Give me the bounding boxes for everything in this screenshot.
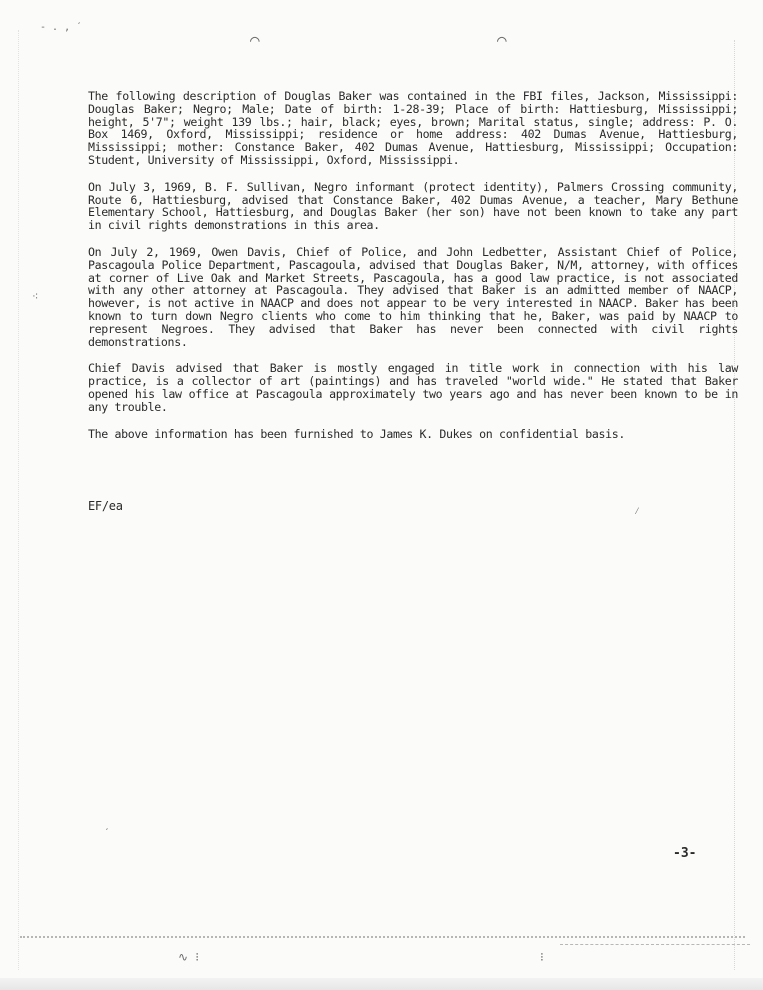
scan-edge-left [8,30,19,970]
paragraph-furnished: The above information has been furnished to James K. Dukes on confidential basis. [88,426,626,441]
scan-speck: ˊ [104,828,111,839]
page-number: -3- [673,846,697,861]
scan-speck: - . , ˊ [40,22,83,33]
paragraph-chief-davis: Chief Davis advised that Baker is mostly engaged in title work in connection with his law practice, is a collector of art (paintings) and has traveled "world wide." He stated that Baker opened his law office at Pascagoula approximately two years ago and has never been known to be in any trouble. [88,361,738,414]
typist-initials: EF/ea [88,499,123,513]
scan-speck: ⁝ [540,950,544,964]
scan-speck: ∿ ⁝ [178,950,200,964]
paragraph-davis-ledbetter: On July 2, 1969, Owen Davis, Chief of Police, and John Ledbetter, Assistant Chief of Police, Pascagoula Police Department, Pascagoula, advised that Douglas Baker, N/M, attorney, with offices at corner of Live Oak and Market Streets, Pascagoula, has a good law practice, is not associated with any other attorney at Pascagoula. They advised that Baker is an admitted member of NAACP, however, is not active in NAACP and does not appear to be very interested in NAACP. Baker has been known to turn down Negro clients who come to him thinking that he, Baker, was paid by NAACP to represent Negroes. They advised that Baker has never been connected with civil rights demonstrations. [88,244,738,349]
scan-bottom-noise [20,936,745,944]
memo-body [88,90,738,454]
scan-speck: ⁖ [32,290,39,303]
scan-bottom-edge [0,978,763,990]
scan-speck: ⁄ [634,506,641,517]
scan-mark: ⌒ [497,30,507,49]
scan-bottom-noise [560,944,750,947]
paragraph-description: The following description of Douglas Baker was contained in the FBI files, Jackson, Mississippi: Douglas Baker; Negro; Male; Date of birth: 1-28-39; Place of birth: Hattiesburg, Mississippi; height, 5'7"; weight 139 lbs.; hair, black; eyes, brown; Marital status, single; address: P. O. Box 1469, Oxford, Mississippi; residence or home address: 402 Dumas Avenue, Hattiesburg, Mississippi; mother: Constance Baker, 402 Dumas Avenue, Hattiesburg, Mississippi; Occupation: Student, University of Mississippi, Oxford, Mississippi. [88,89,738,167]
scan-mark: ⌒ [250,30,260,49]
paragraph-sullivan: On July 3, 1969, B. F. Sullivan, Negro informant (protect identity), Palmers Crossing community, Route 6, Hattiesburg, advised that Constance Baker, 402 Dumas Avenue, a teacher, Mary Bethune Elementary School, Hattiesburg, and Douglas Baker (her son) have not been known to take any part in civil rights demonstrations in this area. [88,179,738,233]
